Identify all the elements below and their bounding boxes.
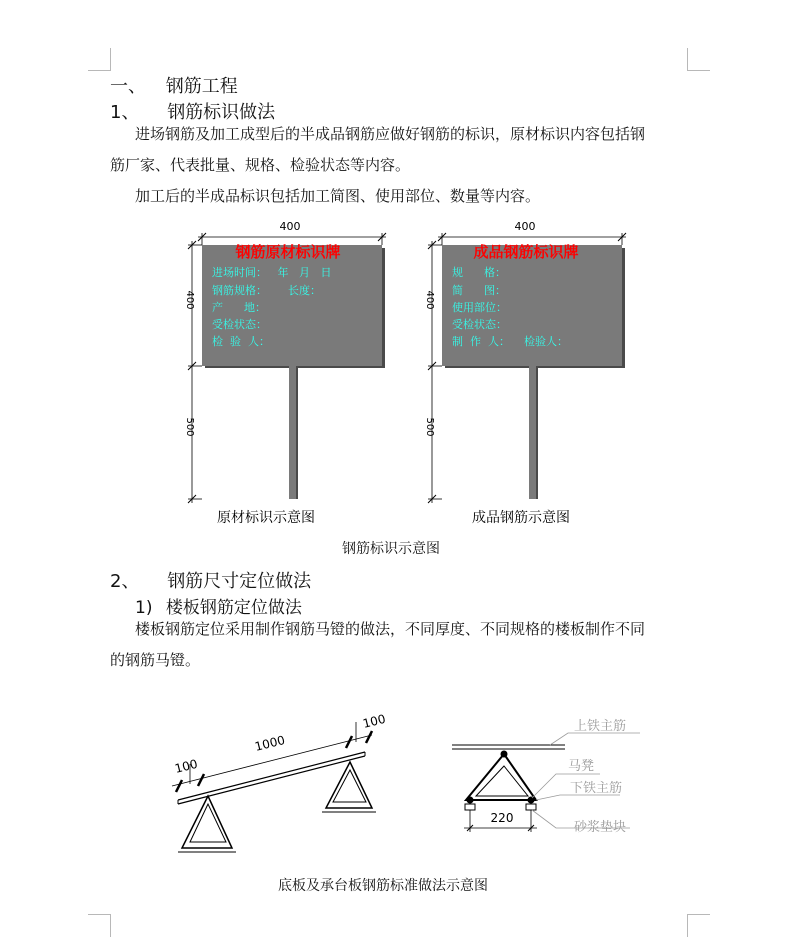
label-mortar-pad: 砂浆垫块 [574, 820, 627, 835]
stool-section-diagram [452, 718, 640, 835]
corner-mark-top-left [88, 48, 111, 71]
sign-field: 制 作 人： 检验人： [452, 335, 568, 348]
label-top-rebar: 上铁主筋 [574, 719, 627, 734]
sign-title: 成品钢筋标识牌 [473, 243, 579, 261]
dim-width: 400 [279, 220, 301, 233]
label-bottom-rebar: 下铁主筋 [570, 781, 623, 796]
figure-caption: 底板及承台板钢筋标准做法示意图 [278, 878, 488, 894]
subsection-heading-1 [110, 98, 275, 124]
subsection-number: 2、 [110, 571, 140, 592]
dim-mid-1000: 1000 [253, 732, 287, 754]
subsection-title: 钢筋标识做法 [167, 102, 276, 123]
dim-base-220: 220 [490, 811, 514, 825]
dim-left-100: 100 [173, 756, 199, 776]
sign-field: 进场时间： 年 月 日 [212, 266, 332, 279]
section-heading [110, 72, 238, 98]
sign-title: 钢筋原材标识牌 [235, 243, 341, 261]
dim-post-height: 500 [424, 417, 435, 437]
stool-figure [160, 700, 660, 865]
inclined-stool-diagram [172, 712, 387, 852]
subsection-title: 钢筋尺寸定位做法 [167, 571, 312, 592]
section-title: 钢筋工程 [165, 76, 238, 97]
sign-field: 使用部位： [452, 301, 507, 314]
dim-post-height: 500 [184, 417, 195, 437]
subsection-heading-2 [110, 567, 311, 593]
paragraph-line: 进场钢筋及加工成型后的半成品钢筋应做好钢筋的标识，原材标识内容包括钢 [135, 125, 646, 143]
subsubsection-title: 楼板钢筋定位做法 [165, 598, 302, 618]
paragraph: 加工后的半成品标识包括加工简图、使用部位、数量等内容。 [135, 187, 541, 205]
section-number: 一、 [110, 76, 146, 97]
subsection-number: 1、 [110, 102, 140, 123]
sign-field: 简 图： [452, 284, 506, 297]
dim-board-height: 400 [424, 290, 435, 310]
sign-field: 钢筋规格： 长度： [212, 284, 321, 297]
sign-field: 检 验 人： [212, 335, 270, 348]
dim-board-height: 400 [184, 290, 195, 310]
paragraph-line: 筋厂家、代表批量、规格、检验状态等内容。 [110, 156, 411, 174]
finished-rebar-sign [424, 220, 626, 525]
sign-field: 受检状态： [212, 318, 267, 331]
corner-mark-bottom-right [687, 914, 710, 937]
corner-mark-top-right [687, 48, 710, 71]
sign-caption: 原材标识示意图 [217, 510, 315, 525]
dim-right-100: 100 [361, 711, 387, 731]
dim-width: 400 [514, 220, 536, 233]
subsubsection-heading [135, 593, 302, 618]
raw-material-sign [184, 220, 386, 525]
paragraph-line: 楼板钢筋定位采用制作钢筋马镫的做法，不同厚度、不同规格的楼板制作不同 [135, 620, 646, 638]
sign-figure [170, 215, 640, 525]
sign-field: 规 格： [452, 266, 506, 279]
sign-field: 受检状态： [452, 318, 507, 331]
subsubsection-number: 1) [135, 598, 153, 618]
sign-caption: 成品钢筋示意图 [472, 510, 570, 525]
sign-field: 产 地： [212, 301, 266, 314]
paragraph-line: 的钢筋马镫。 [110, 651, 201, 669]
figure-caption: 钢筋标识示意图 [342, 541, 440, 557]
corner-mark-bottom-left [88, 914, 111, 937]
label-stool: 马凳 [568, 759, 595, 774]
